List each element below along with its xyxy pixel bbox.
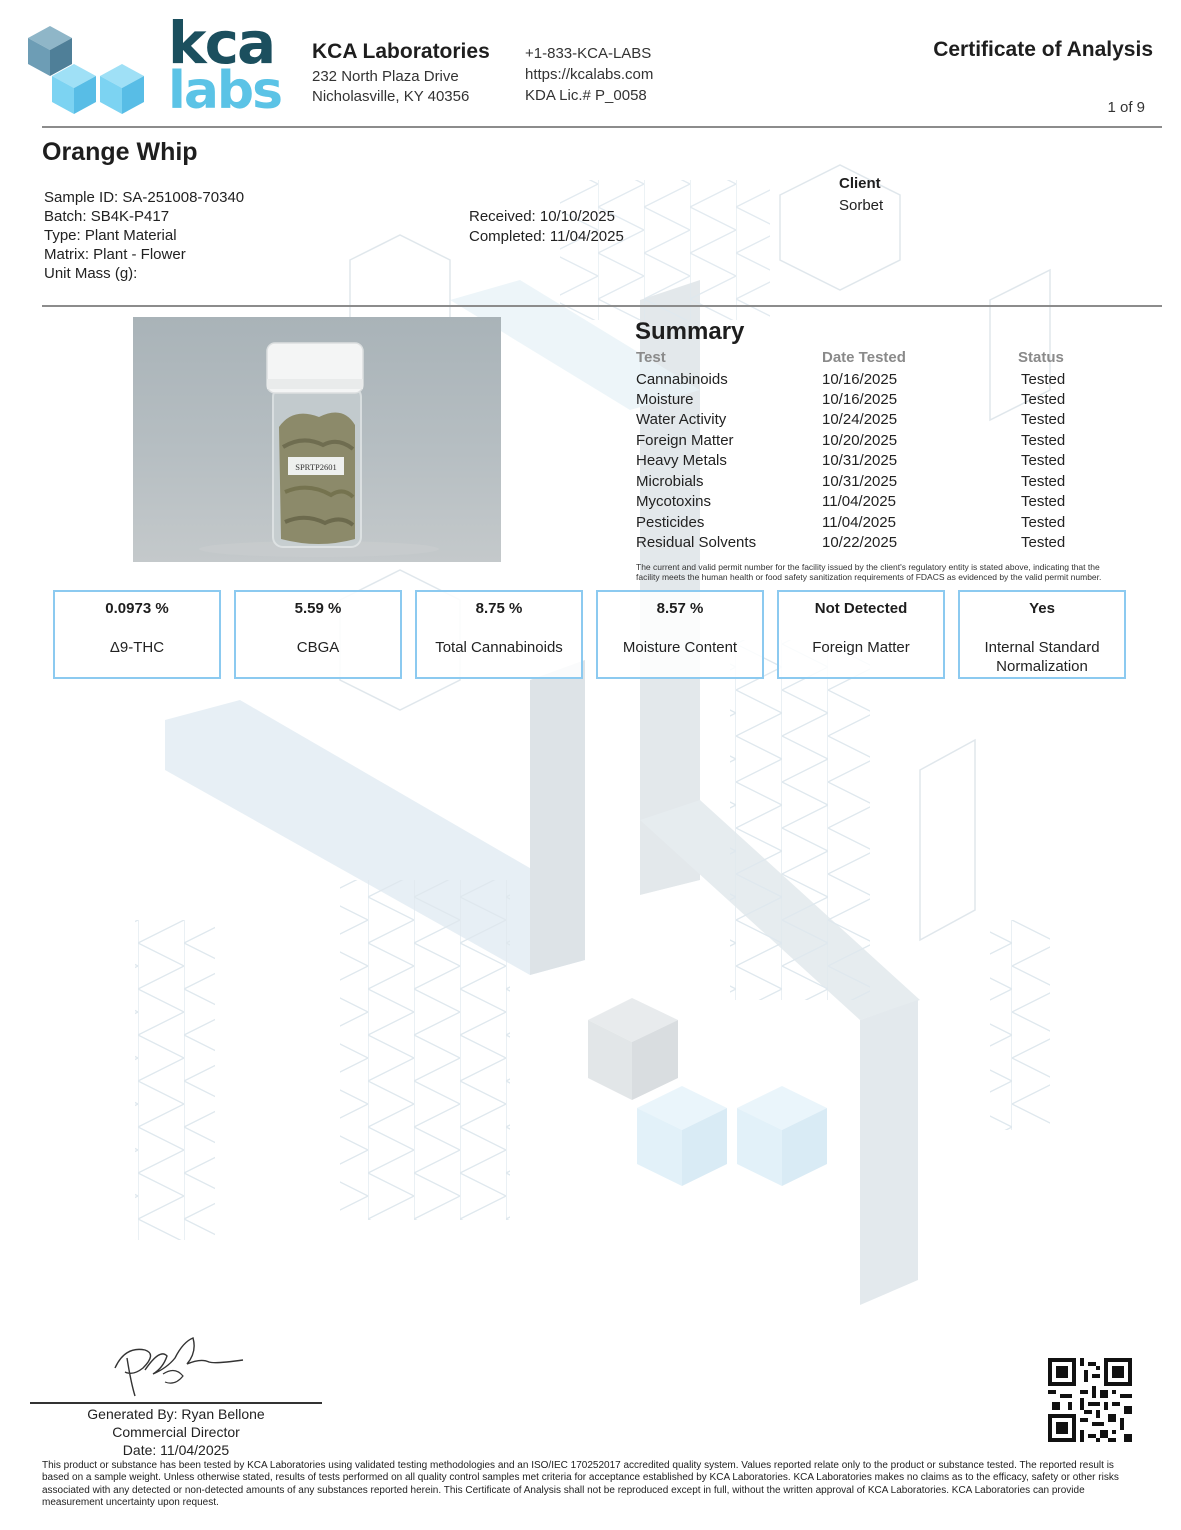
summary-row-status: Tested — [1021, 452, 1066, 469]
summary-row-test: Microbials — [636, 473, 704, 490]
unit-mass: Unit Mass (g): — [44, 265, 138, 282]
summary-row-status: Tested — [1021, 473, 1066, 490]
page-number: 1 of 9 — [1107, 99, 1145, 116]
summary-row-status: Tested — [1021, 371, 1066, 388]
product-photo — [133, 317, 501, 562]
summary-row-test: Pesticides — [636, 514, 705, 531]
summary-row-date: 10/20/2025 — [822, 432, 898, 449]
sample-type: Type: Plant Material — [44, 227, 177, 244]
qr-code[interactable] — [1048, 1358, 1132, 1442]
summary-row-status: Tested — [1021, 411, 1066, 428]
lab-address-line2: Nicholasville, KY 40356 — [312, 88, 470, 105]
summary-row-test: Foreign Matter — [636, 432, 734, 449]
signer-role: Commercial Director — [112, 1424, 240, 1440]
summary-row-date: 10/16/2025 — [822, 391, 898, 408]
summary-row-test: Mycotoxins — [636, 493, 712, 510]
lab-website[interactable]: https://kcalabs.com — [525, 66, 654, 83]
result-value: 8.57 % — [656, 600, 704, 617]
summary-row-test: Residual Solvents — [636, 534, 757, 551]
summary-row-test: Heavy Metals — [636, 452, 727, 469]
summary-row-status: Tested — [1021, 514, 1066, 531]
client-name: Sorbet — [839, 197, 884, 214]
lab-address-line1: 232 North Plaza Drive — [312, 68, 459, 85]
sample-id: Sample ID: SA-251008-70340 — [44, 189, 245, 206]
result-label: Total Cannabinoids — [435, 639, 563, 656]
summary-header-date: Date Tested — [822, 349, 906, 366]
jar-image — [133, 317, 501, 562]
summary-row-status: Tested — [1021, 493, 1066, 510]
summary-row-test: Moisture — [636, 391, 694, 408]
result-value: 5.59 % — [294, 600, 342, 617]
result-box-d9-thc — [53, 590, 221, 679]
result-box-cbga — [234, 590, 402, 679]
result-label: CBGA — [296, 639, 340, 656]
result-value: 0.0973 % — [105, 600, 169, 617]
jar-label-text: SPRTP2601 — [295, 462, 337, 472]
summary-row-test: Cannabinoids — [636, 371, 728, 388]
summary-row-status: Tested — [1021, 534, 1066, 551]
document-title: Certificate of Analysis — [933, 38, 1153, 61]
result-label: Foreign Matter — [812, 639, 910, 656]
summary-row-test: Water Activity — [636, 411, 727, 428]
summary-row-date: 10/24/2025 — [822, 411, 898, 428]
client-label: Client — [839, 175, 881, 192]
signature-line — [30, 1402, 322, 1404]
result-box-moisture — [596, 590, 764, 679]
kca-logo — [26, 9, 282, 121]
permit-note: The current and valid permit number for the facility issued by the client's regulatory entity is stated above, indicating that the facility meets the human health or food safety sanitization requirements of FDACS as evidenced by the valid permit number. — [636, 562, 1102, 582]
summary-title: Summary — [635, 318, 745, 345]
summary-row-date: 11/04/2025 — [822, 514, 896, 531]
result-label: Δ9-THC — [109, 639, 165, 656]
result-box-total-cannabinoids — [415, 590, 583, 679]
header-divider — [42, 126, 1162, 128]
result-box-foreign-matter — [777, 590, 945, 679]
summary-row-status: Tested — [1021, 432, 1066, 449]
product-name: Orange Whip — [42, 138, 198, 166]
signature-image — [105, 1328, 255, 1403]
result-label: Moisture Content — [622, 639, 738, 656]
cube-logo-icon — [26, 18, 151, 118]
summary-header-test: Test — [636, 349, 666, 366]
info-divider — [42, 305, 1162, 307]
summary-row-date: 11/04/2025 — [822, 493, 896, 510]
summary-row-date: 10/16/2025 — [822, 371, 898, 388]
result-value: Not Detected — [814, 600, 908, 617]
summary-row-date: 10/22/2025 — [822, 534, 898, 551]
lab-phone: +1-833-KCA-LABS — [525, 45, 652, 62]
received-date: Received: 10/10/2025 — [469, 208, 615, 225]
summary-row-status: Tested — [1021, 391, 1066, 408]
summary-row-date: 10/31/2025 — [822, 452, 898, 469]
generated-by: Generated By: Ryan Bellone — [87, 1406, 265, 1422]
result-value: 8.75 % — [475, 600, 523, 617]
result-box-internal-standard — [958, 590, 1126, 679]
batch: Batch: SB4K-P417 — [44, 208, 170, 225]
disclaimer: This product or substance has been tested by KCA Laboratories using validated testing methodologies and an ISO/IEC 170252017 accredited quality system. Values reported relate only to the product or substance tested. The reported result is based on a sample weight. Unless otherwise stated, results of tests performed on all quality control samples met criteria for acceptance established by KCA Laboratories. KCA Laboratories makes no claims as to the efficacy, safety or other risks associated with any detected or non-detected amounts of any substances reported herein. This Certificate of Analysis shall not be reproduced except in full, without the written approval of KCA Laboratories. KCA Laboratories can provide measurement uncertainty upon request. — [42, 1460, 1119, 1508]
logo-word-labs: labs — [168, 61, 282, 121]
logo-word-kca: kca — [168, 9, 275, 77]
lab-name: KCA Laboratories — [312, 40, 490, 63]
result-label: Internal Standard Normalization — [984, 639, 1100, 675]
sample-matrix: Matrix: Plant - Flower — [44, 246, 186, 263]
result-value: Yes — [1029, 600, 1055, 617]
summary-header-status: Status — [1018, 349, 1064, 366]
completed-date: Completed: 11/04/2025 — [469, 228, 624, 245]
summary-row-date: 10/31/2025 — [822, 473, 898, 490]
lab-license: KDA Lic.# P_0058 — [525, 87, 647, 104]
signature-date: Date: 11/04/2025 — [122, 1442, 230, 1458]
